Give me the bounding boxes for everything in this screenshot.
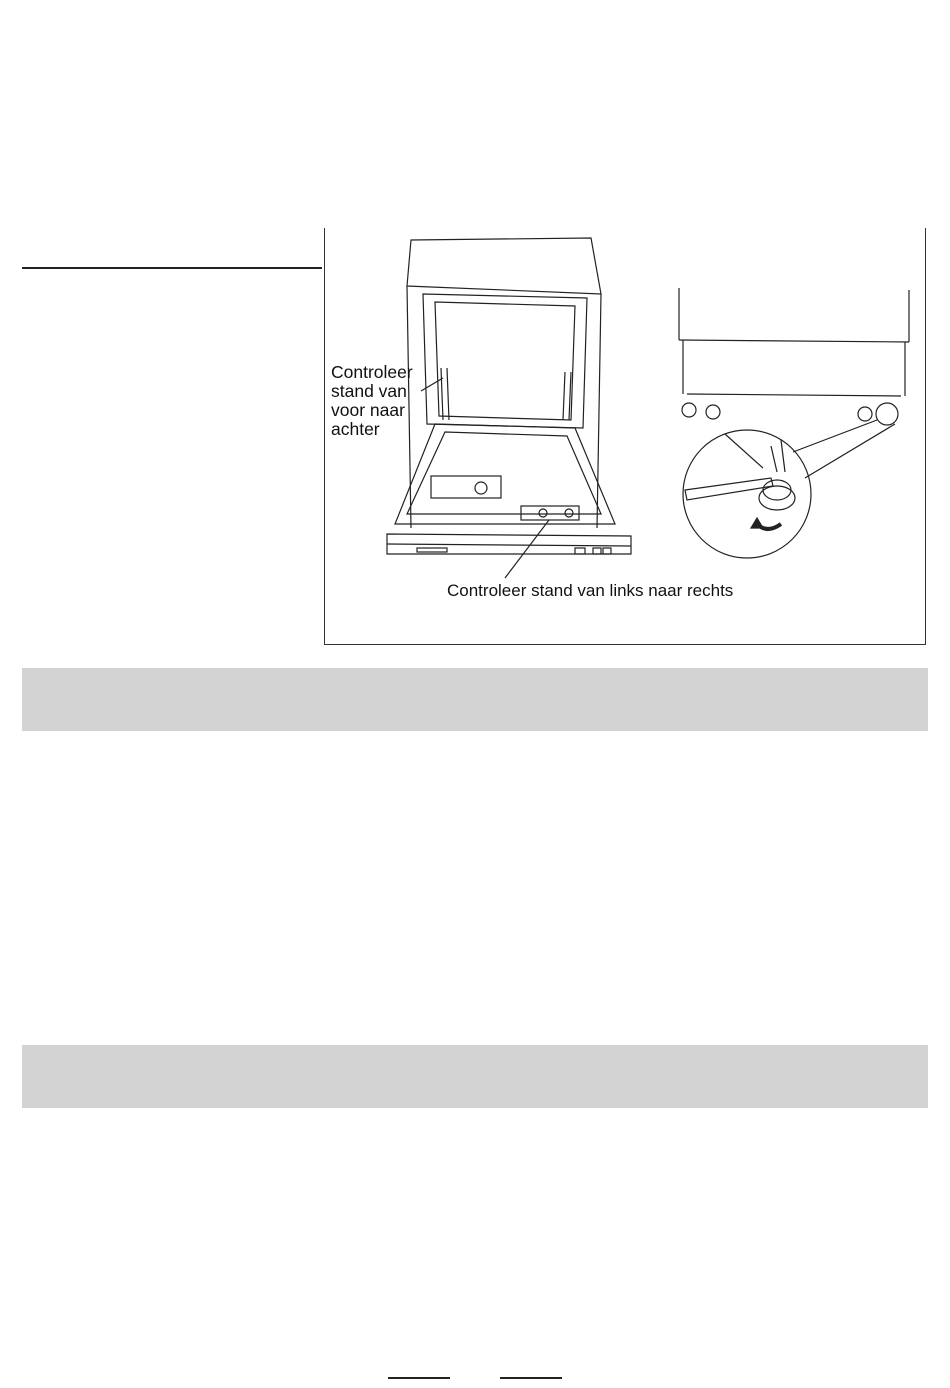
leveling-feet-view <box>679 288 909 558</box>
section-header-band <box>22 668 928 731</box>
leader-line-front-back <box>421 378 443 391</box>
label-left-right: Controleer stand van links naar rechts <box>447 581 734 600</box>
label-line: achter <box>331 419 380 439</box>
section-rule <box>22 267 322 269</box>
section-header-band <box>22 1045 928 1108</box>
label-front-back <box>331 363 413 439</box>
label-line: voor naar <box>331 400 405 420</box>
label-line: stand van <box>331 381 407 401</box>
leader-line-left-right <box>505 520 549 578</box>
footer-rule <box>388 1377 450 1379</box>
dishwasher-front-view <box>387 238 631 554</box>
footer-rule <box>500 1377 562 1379</box>
installation-figure <box>324 228 926 645</box>
label-line: Controleer <box>331 362 413 382</box>
